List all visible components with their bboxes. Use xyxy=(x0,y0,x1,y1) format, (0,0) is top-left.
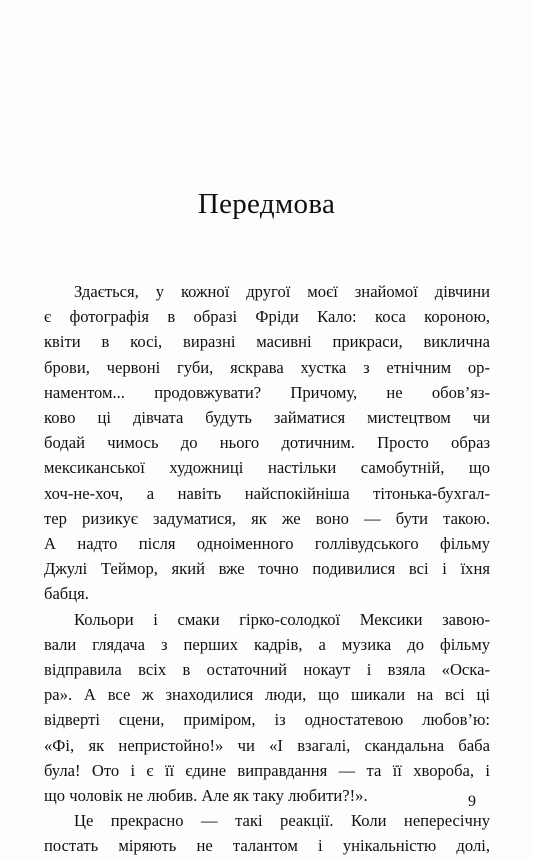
text-line: квіти в косі, виразні масивні прикраси, виклична xyxy=(44,332,490,352)
body-text xyxy=(44,279,490,859)
text-line: хоч-не-хоч, а навіть найспокійніша тітонька-бухгал- xyxy=(44,483,490,503)
text-line: тер ризикує задуматися, як же воно — бути такою. xyxy=(44,508,490,528)
text-line: мексиканської художниці настільки самобутній, що xyxy=(44,458,490,478)
text-line: бодай чимось до нього дотичним. Просто образ xyxy=(44,433,490,453)
text-line: постать міряють не талантом і унікальністю долі, xyxy=(44,836,490,856)
text-line: була! Ото і є її єдине виправдання — та її хвороба, і xyxy=(44,760,490,780)
paragraph-3 xyxy=(44,808,490,858)
text-line: «Фі, як непристойно!» чи «І взагалі, скандальна баба xyxy=(44,735,490,755)
text-line: вали глядача з перших кадрів, а музика до фільму xyxy=(44,634,490,654)
text-line: відправила всіх в остаточний нокаут і взяла «Оска- xyxy=(44,660,490,680)
text-line: А надто після одноіменного голлівудського фільму xyxy=(44,534,490,554)
text-line: Це прекрасно — такі реакції. Коли непересічну xyxy=(74,811,490,831)
chapter-heading: Передмова xyxy=(197,188,336,220)
text-line: ра». А все ж знаходилися люди, що шикали на всі ці xyxy=(44,685,490,705)
text-line: Здається, у кожної другої моєї знайомої дівчини xyxy=(74,282,490,301)
text-line: брови, червоні губи, яскрава хустка з етнічним ор- xyxy=(44,357,490,377)
text-line: відверті сцени, приміром, із одностатевою любов’ю: xyxy=(44,710,490,730)
text-line: бабця. xyxy=(44,584,89,604)
text-line: Джулі Теймор, який вже точно подивилися всі і їхня xyxy=(44,559,490,579)
text-line: ково ці дівчата будуть займатися мистецтвом чи xyxy=(44,408,490,428)
text-line: наментом... продовжувати? Причому, не обов’яз- xyxy=(44,382,490,402)
paragraph-2 xyxy=(44,607,490,809)
text-line: що чоловік не любив. Але як таку любити?!». xyxy=(44,786,368,806)
page-number: 9 xyxy=(468,793,476,810)
text-line: Кольори і смаки гірко-солодкої Мексики завою- xyxy=(74,609,490,629)
text-line: є фотографія в образі Фріди Кало: коса короною, xyxy=(44,307,490,327)
paragraph-1 xyxy=(44,279,490,607)
